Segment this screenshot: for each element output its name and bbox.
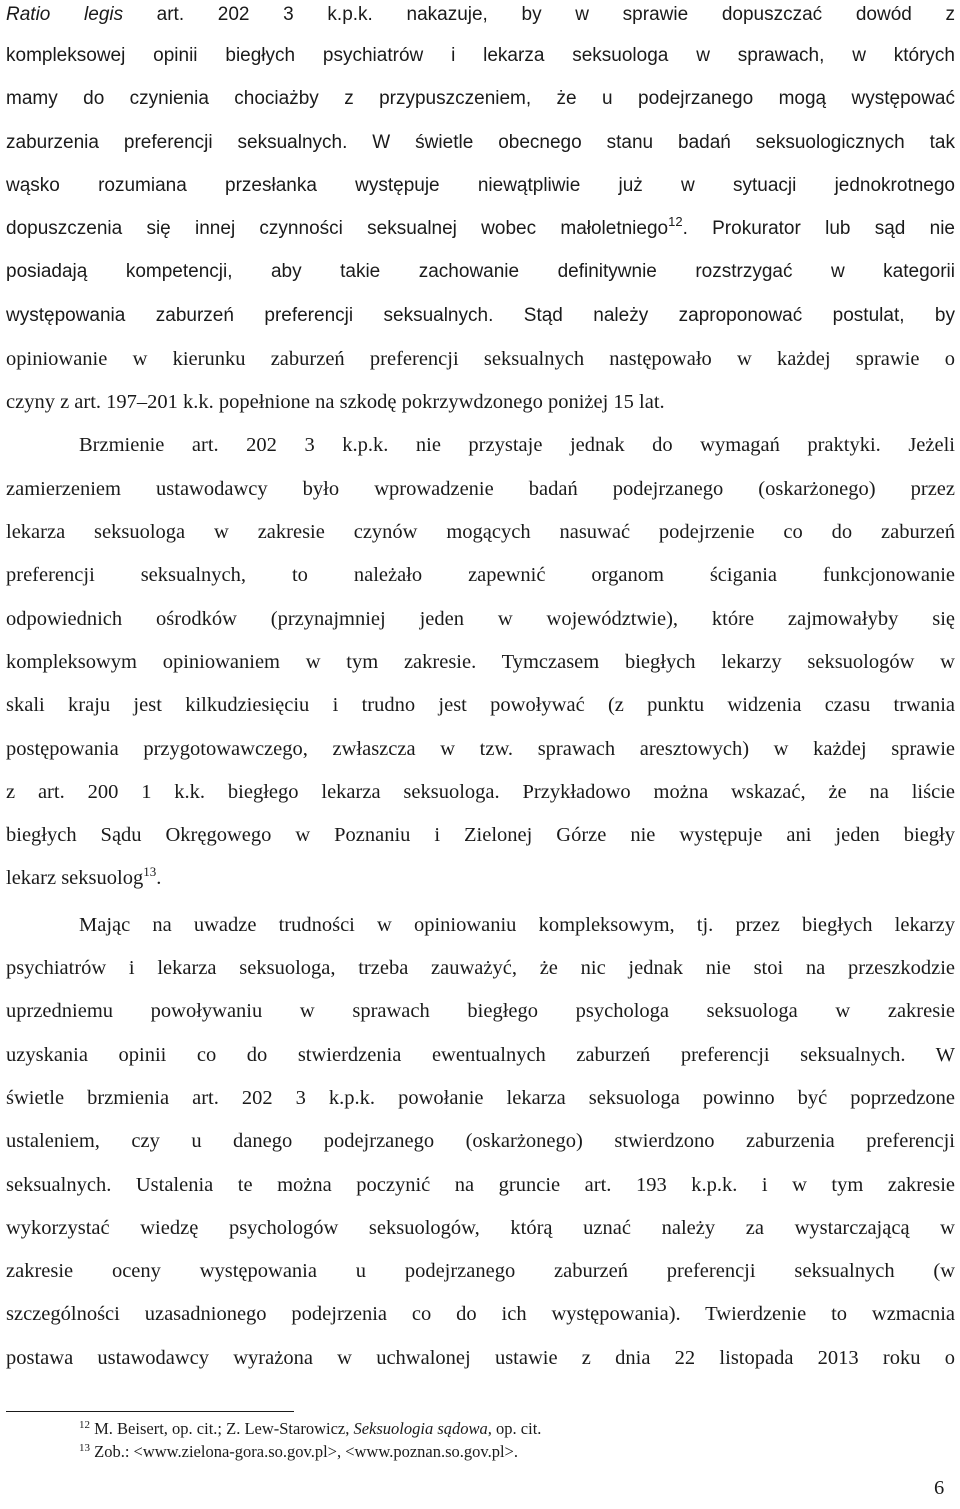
text-line: uprzedniemu powoływaniu w sprawach biegłego psychologa seksuologa w zakresie [6,1000,955,1022]
text-line: kompleksowym opiniowaniem w tym zakresie. Tymczasem biegłych lekarzy seksuologów w [6,651,955,673]
text-line: psychiatrów i lekarza seksuologa, trzeba zauważyć, że nic jednak nie stoi na przeszkodzie [6,957,955,979]
text-line: wąsko rozumiana przesłanka występuje niewątpliwie już w sytuacji jednokrotnego [6,175,955,196]
text-line: występowania zaburzeń preferencji seksualnych. Stąd należy zaproponować postulat, by [6,305,955,326]
text-line: biegłych Sądu Okręgowego w Poznaniu i Zielonej Górze nie występuje ani jeden biegły [6,824,955,846]
text-line: czyny z art. 197–201 k.k. popełnione na szkodę pokrzywdzonego poniżej 15 lat. [6,391,665,413]
footnote-text: Zob.: <www.zielona-gora.so.gov.pl>, <www.poznan.so.gov.pl>. [94,1442,518,1461]
text-line [6,864,955,892]
line-text: . [156,867,162,889]
text-line: wykorzystać wiedzę psychologów seksuologów, którą uznać należy za wystarczającą w [6,1217,955,1239]
text-line: świetle brzmienia art. 202 3 k.p.k. powołanie lekarza seksuologa powinno być poprzedzone [6,1087,955,1109]
text-line: zakresie oceny występowania u podejrzanego zaburzeń preferencji seksualnych (w [6,1260,955,1282]
footnote-ref: 13 [143,864,157,879]
footnote-ref: 12 [668,215,683,229]
footnote-number: 12 [79,1419,90,1431]
text-line: zaburzenia preferencji seksualnych. W świetle obecnego stanu badań seksuologicznych tak [6,132,955,153]
text-line: szczególności uzasadnionego podejrzenia co do ich występowania). Twierdzenie to wzmacnia [6,1303,955,1325]
line-text: . Prokurator lub sąd nie [682,218,955,239]
text-line: posiadają kompetencji, aby takie zachowanie definitywnie rozstrzygać w kategorii [6,261,955,282]
text-line [6,0,955,29]
footnote-separator [6,1411,294,1412]
text-line: lekarza seksuologa w zakresie czynów mogących nasuwać podejrzenie co do zaburzeń [6,521,955,543]
footnote-number: 13 [79,1442,90,1454]
text-line: zamierzeniem ustawodawcy było wprowadzenie badań podejrzanego (oskarżonego) przez [6,478,955,500]
text-line: skali kraju jest kilkudziesięciu i trudno jest powoływać (z punktu widzenia czasu trwania [6,694,955,716]
text-line: kompleksowej opinii biegłych psychiatrów i lekarza seksuologa w sprawach, w których [6,45,955,66]
text-line: seksualnych. Ustalenia te można poczynić na gruncie art. 193 k.p.k. i w tym zakresie [6,1174,955,1196]
footnote-12 [79,1418,541,1440]
footnote-text: op. cit. [491,1419,542,1438]
text-line: preferencji seksualnych, to należało zapewnić organom ścigania funkcjonowanie [6,564,955,586]
text-line: postawa ustawodawcy wyrażona w uchwalonej ustawie z dnia 22 listopada 2013 roku o [6,1347,955,1369]
line-text: dopuszczenia się innej czynności seksualnej wobec małoletniego [6,218,669,239]
footnote-13 [79,1441,518,1463]
text-line: ustaleniem, czy u danego podejrzanego (oskarżonego) stwierdzono zaburzenia preferencji [6,1130,955,1152]
text-line: mamy do czynienia chociażby z przypuszczeniem, że u podejrzanego mogą występować [6,88,955,109]
text-line: Brzmienie art. 202 3 k.p.k. nie przystaje jednak do wymagań praktyki. Jeżeli [79,434,955,456]
ratio-legis-text: Ratio legis [6,4,124,25]
footnote-text: M. Beisert, op. cit.; Z. Lew-Starowicz, [94,1419,354,1438]
text-line: Mając na uwadze trudności w opiniowaniu kompleksowym, tj. przez biegłych lekarzy [79,914,955,936]
footnote-title: Seksuologia sądowa, [353,1419,492,1438]
text-line [6,215,955,243]
line-text: art. 202 3 k.p.k. nakazuje, by w sprawie dopuszczać dowód z [156,4,955,25]
line-text: lekarz seksuolog [6,867,144,889]
text-line: z art. 200 1 k.k. biegłego lekarza seksuologa. Przykładowo można wskazać, że na liście [6,781,955,803]
text-line: odpowiednich ośrodków (przynajmniej jeden w województwie), które zajmowałyby się [6,608,955,630]
text-line: opiniowanie w kierunku zaburzeń preferencji seksualnych następowało w każdej sprawie o [6,348,955,370]
text-line: postępowania przygotowawczego, zwłaszcza w tzw. sprawach aresztowych) w każdej sprawie [6,738,955,760]
page-number: 6 [934,1477,945,1499]
text-line: uzyskania opinii co do stwierdzenia ewentualnych zaburzeń preferencji seksualnych. W [6,1044,955,1066]
